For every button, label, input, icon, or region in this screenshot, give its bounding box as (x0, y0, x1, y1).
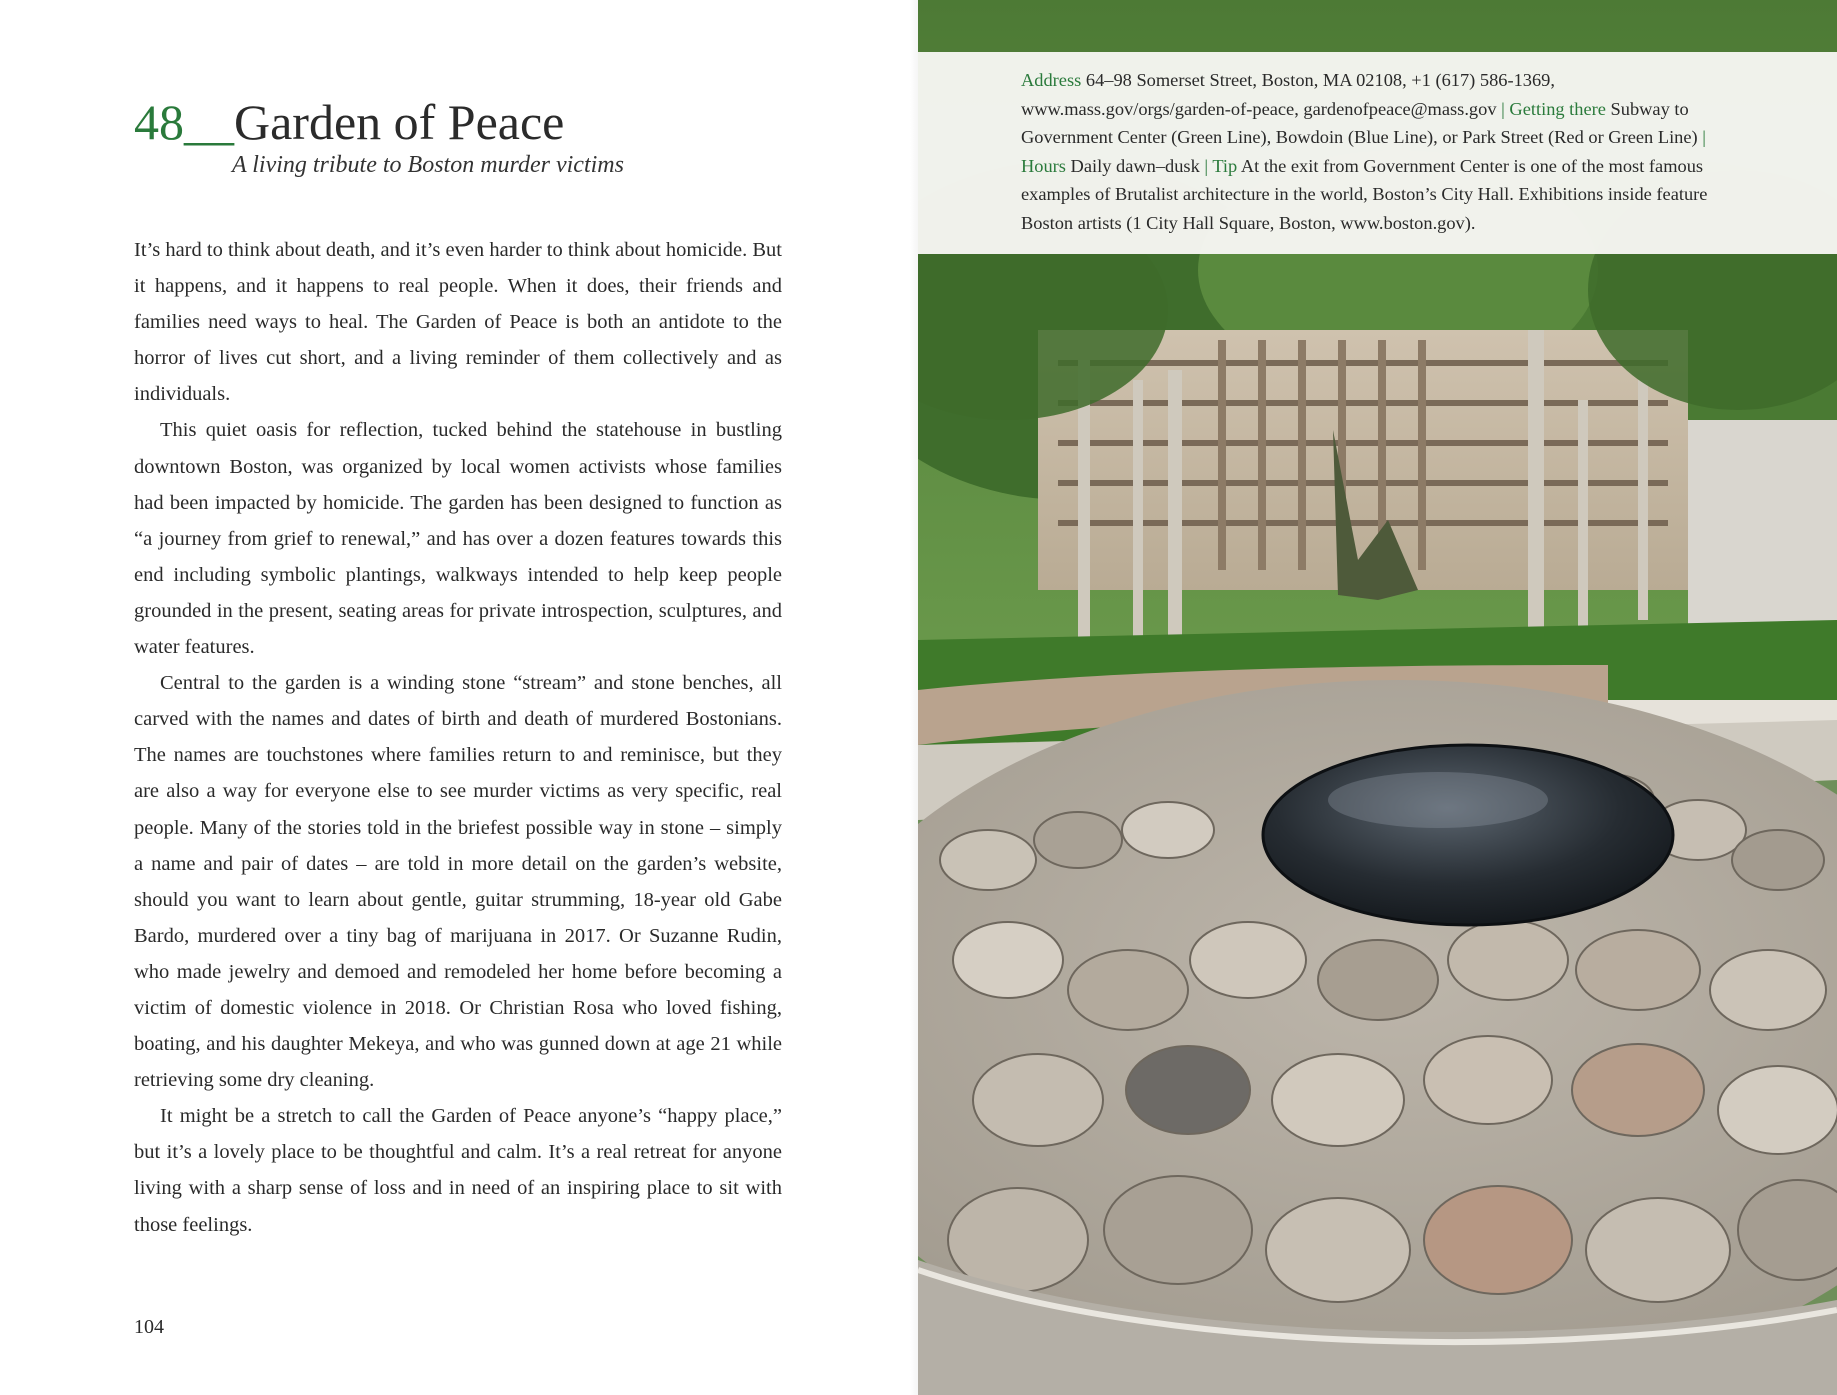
info-pipe-1: | (1501, 98, 1505, 119)
chapter-heading (134, 92, 564, 152)
info-getting-there-text: Subway to Government Center (Green Line), Bowdoin (Blue Line), or Park Street (Red or Green Line) (1021, 98, 1703, 148)
body-paragraph-2: This quiet oasis for reflection, tucked behind the statehouse in bustling downtown Boston, was organized by local women activists whose families had been impacted by homicide. The garden has been designed to function as “a journey from grief to renewal,” and has over a dozen features towards this end including symbolic plantings, walkways intended to help keep people grounded in the present, seating areas for private introspection, sculptures, and water features. (134, 419, 782, 659)
body-text (134, 232, 782, 1243)
info-tip-text: At the exit from Government Center is one of the most famous examples of Brutalist architecture in the world, Boston’s City Hall. Exhibitions inside feature Boston artists (1 City Hall Square, Boston, www.boston.gov). (1021, 155, 1708, 233)
body-paragraph-4: It might be a stretch to call the Garden of Peace anyone’s “happy place,” but it’s a lovely place to be thoughtful and calm. It’s a real retreat for anyone living with a sharp sense of loss and in need of an inspiring place to sit with those feelings. (134, 1105, 782, 1236)
chapter-number: 48 (134, 94, 184, 150)
chapter-title: Garden of Peace (234, 94, 565, 150)
chapter-separator: __ (184, 94, 234, 150)
info-pipe-2: | (1702, 127, 1706, 148)
chapter-subtitle: A living tribute to Boston murder victims (232, 152, 624, 178)
info-tip-label: Tip (1212, 155, 1238, 176)
info-address-text: 64–98 Somerset Street, Boston, MA 02108, +1 (617) 586-1369, www.mass.gov/orgs/garden-of-peace, gardenofpeace@mass.gov (1021, 70, 1555, 119)
body-paragraph-1: It’s hard to think about death, and it’s even harder to think about homicide. But it happens, and it happens to real people. When it does, their friends and families need ways to heal. The Garden of Peace is both an antidote to the horror of lives cut short, and a living reminder of them collectively and as individuals. (134, 239, 782, 406)
info-hours-label: Hours (1021, 155, 1066, 176)
info-pipe-3: | (1204, 155, 1209, 176)
info-text (1021, 66, 1751, 238)
info-getting-there-label: Getting there (1509, 98, 1606, 119)
body-paragraph-3: Central to the garden is a winding stone “stream” and stone benches, all carved with the names and dates of birth and death of murdered Bostonians. The names are touchstones where families return to and reminisce, but they are also a way for everyone else to see murder victims as very specific, real people. Many of the stories told in the briefest possible way in stone – simply a name and pair of dates – are told in more detail on the garden’s website, should you want to learn about gentle, guitar strumming, 18-year old Gabe Bardo, murdered over a tiny bag of marijuana in 2017. Or Suzanne Rudin, who made jewelry and demoed and remodeled her home before becoming a victim of domestic violence in 2018. Or Christian Rosa who loved fishing, boating, and his daughter Mekeya, and who was gunned down at age 21 while retrieving some dry cleaning. (134, 672, 782, 1092)
info-address-label: Address (1021, 70, 1082, 90)
left-page (0, 0, 918, 1395)
info-box (918, 52, 1837, 254)
info-hours-text: Daily dawn–dusk (1065, 155, 1205, 176)
right-page (918, 0, 1837, 1395)
page-number: 104 (134, 1316, 164, 1338)
